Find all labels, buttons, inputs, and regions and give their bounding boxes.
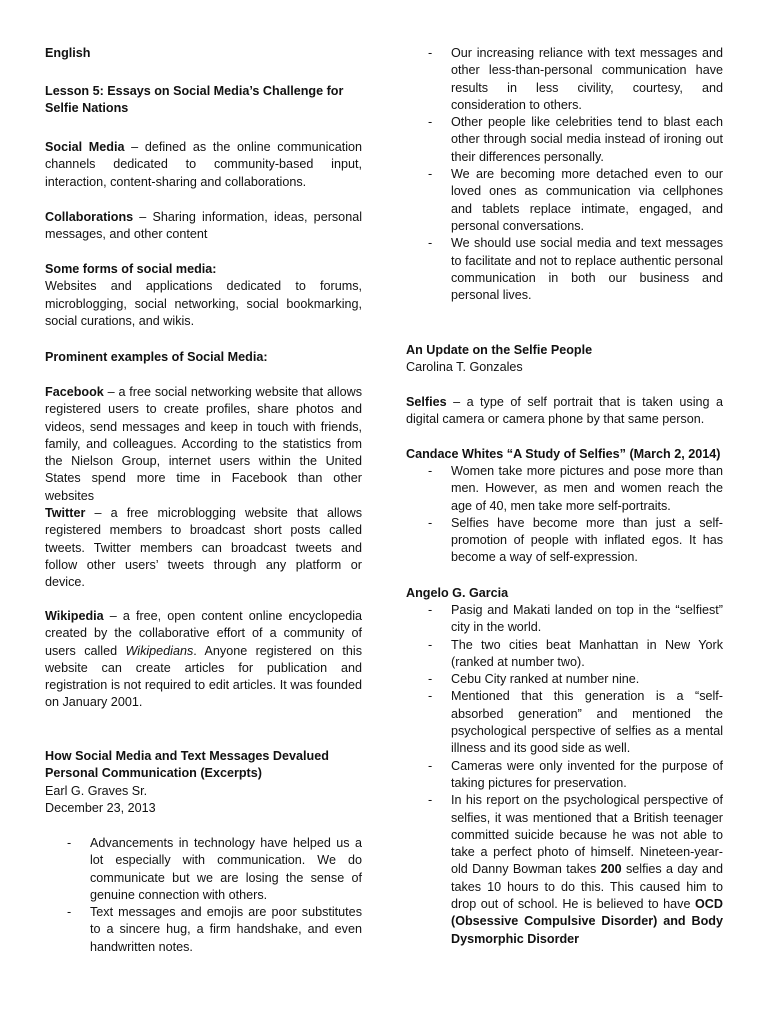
essay-bullet-list-right [406, 45, 723, 304]
definition-selfies: Selfies – a type of self portrait that is taken using a digital camera or camera phone by that same person. [406, 395, 723, 427]
list-item: - The two cities beat Manhattan in New York (ranked at number two). [406, 637, 723, 672]
list-item: - Other people like celebrities tend to blast each other through social media instead of ironing out their differences personally. [406, 114, 723, 166]
essay-date: December 23, 2013 [45, 800, 156, 815]
angelo-bullet-list [406, 602, 723, 948]
list-item: - In his report on the psychological perspective of selfies, it was mentioned that a British teenager committed suicide because he was not able to take a perfect photo of himself. Nineteen-year-old Danny Bowman takes 200 selfies a day and takes 10 hours to do this. This caused him to drop out of school. He is believed to have OCD (Obsessive Compulsive Disorder) and Body Dysmorphic Disorder [406, 792, 723, 948]
list-item: - Women take more pictures and pose more than men. However, as men and women reach the age of 40, men take more self-portraits. [406, 463, 723, 515]
definition-facebook: Facebook – a free social networking website that allows registered users to create profiles, share photos and videos, send messages and keep in touch with friends, family, and colleagues. According to the statistics from the Nielson Group, internet users within the United States spend more time in Facebook than other websites [45, 385, 362, 503]
essay-title: How Social Media and Text Messages Devalued Personal Communication (Excerpts) [45, 749, 329, 781]
essay-header [45, 748, 362, 817]
list-item: - Mentioned that this generation is a “self-absorbed generation” and mentioned the psychological perspective of selfies as a mental illness and its good side as well. [406, 688, 723, 757]
lesson-title: Lesson 5: Essays on Social Media’s Challenge for Selfie Nations [45, 84, 344, 116]
forms-heading: Some forms of social media: [45, 262, 217, 276]
candace-heading: Candace Whites “A Study of Selfies” (March 2, 2014) [406, 447, 721, 461]
list-item: - Text messages and emojis are poor substitutes to a sincere hug, a firm handshake, and even handwritten notes. [45, 904, 362, 956]
essay-bullet-list-left [45, 835, 362, 956]
essay-author: Earl G. Graves Sr. [45, 783, 148, 798]
list-item: - Pasig and Makati landed on top in the “selfiest” city in the world. [406, 602, 723, 637]
definition-twitter: Twitter – a free microblogging website that allows registered members to broadcast short posts called tweets. Twitter members can broadcast tweets and follow other users’ tweets through any platform or device. [45, 506, 362, 590]
list-item: - Selfies have become more than just a self-promotion of people with inflated egos. It has become a way of self-expression. [406, 515, 723, 567]
definition-social-media: Social Media – defined as the online communication channels dedicated to community-based input, interaction, content-sharing and collaborations. [45, 140, 362, 189]
list-item: - We are becoming more detached even to our loved ones as communication via cellphones and tablets replace intimate, engaged, and personal conversations. [406, 166, 723, 235]
prominent-examples-heading: Prominent examples of Social Media: [45, 350, 268, 364]
definition-wikipedia: Wikipedia – a free, open content online encyclopedia created by the collaborative effort of a community of users called Wikipedians. Anyone registered on this website can create articles for publication and registration is not required to edit articles. It was founded on January 2001. [45, 609, 363, 710]
update-title: An Update on the Selfie People [406, 343, 593, 357]
candace-bullet-list [406, 463, 723, 567]
subject-label: English [45, 46, 91, 60]
update-author: Carolina T. Gonzales [406, 360, 523, 375]
list-item: - We should use social media and text messages to facilitate and not to replace authentic personal communication in both our business and personal lives. [406, 235, 723, 304]
list-item: - Cebu City ranked at number nine. [406, 671, 723, 688]
forms-of-social-media [45, 261, 362, 330]
angelo-heading: Angelo G. Garcia [406, 586, 509, 600]
list-item: - Our increasing reliance with text messages and other less-than-personal communication have results in less civility, courtesy, and consideration to others. [406, 45, 723, 114]
forms-text: Websites and applications dedicated to forums, microblogging, social networking, social bookmarking, social curations, and wikis. [45, 279, 362, 328]
list-item: - Cameras were only invented for the purpose of taking pictures for preservation. [406, 758, 723, 793]
definition-collaborations: Collaborations – Sharing information, ideas, personal messages, and other content [45, 210, 362, 242]
list-item: - Advancements in technology have helped us a lot especially with communication. We do communicate but we are losing the sense of genuine connection with others. [45, 835, 362, 904]
update-header [406, 342, 723, 377]
